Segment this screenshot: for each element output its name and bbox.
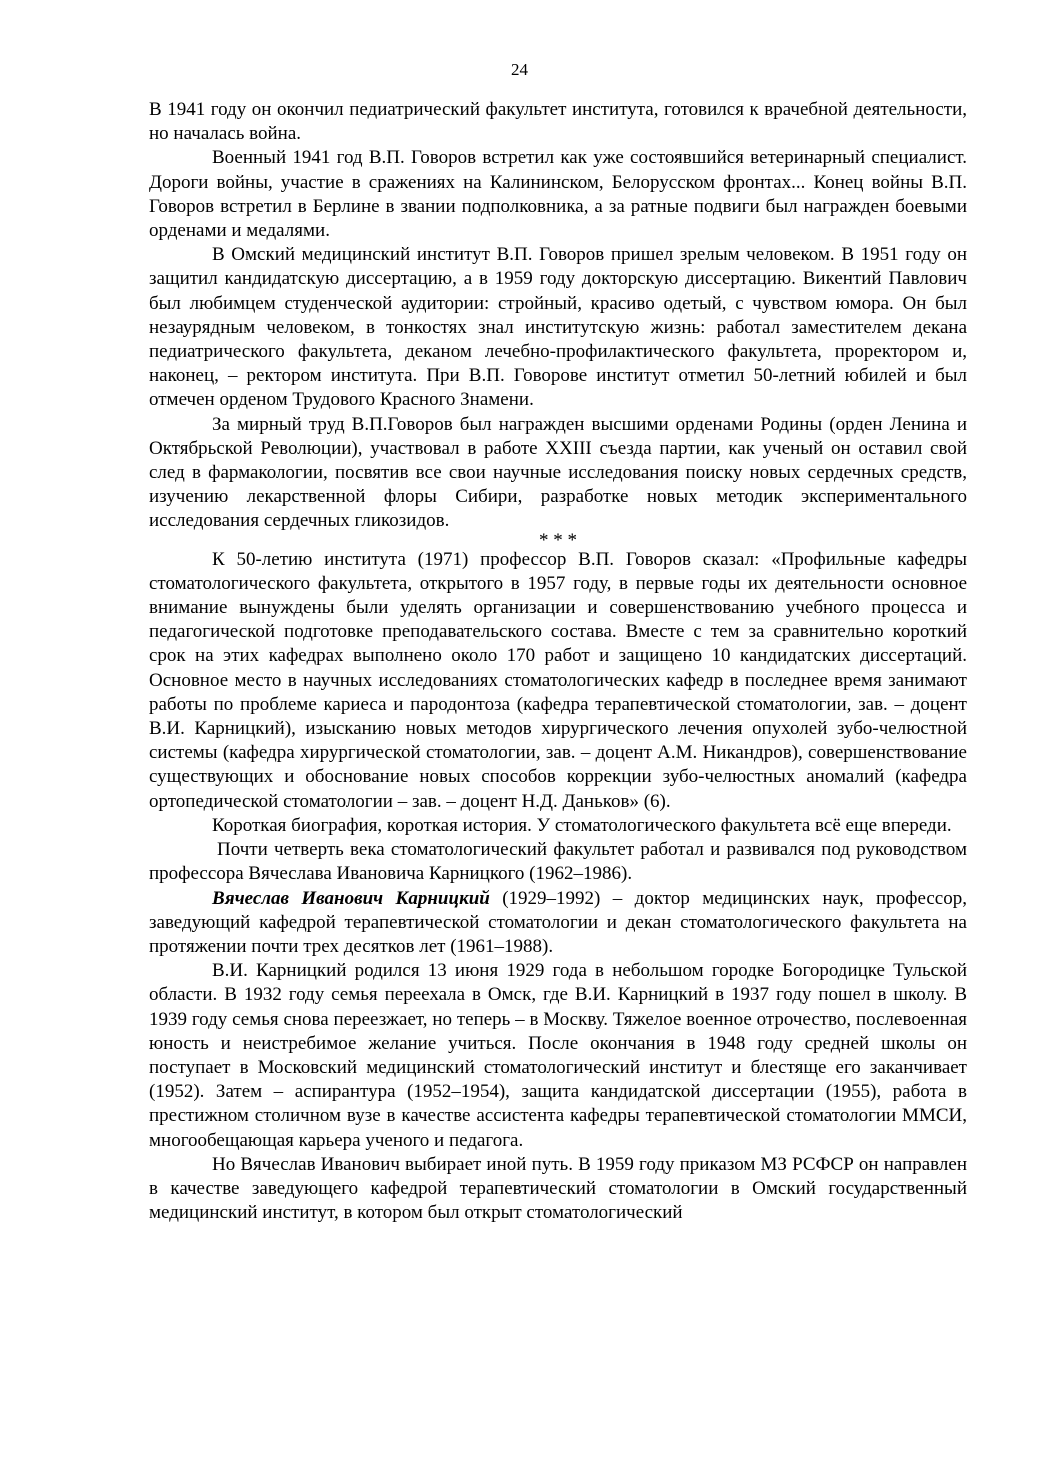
body-text <box>149 98 967 1225</box>
section-separator: * * * <box>539 529 577 551</box>
paragraph: В.И. Карницкий родился 13 июня 1929 года в небольшом городке Богородицке Тульской области. В 1932 году семья переехала в Омск, где В.И. Карницкий в 1937 году пошел в школу. В 1939 году семья снова переезжает, но теперь – в Москву. Тяжелое военное отрочество, послевоенная юность и неистребимое желание учиться. После окончания в 1948 году средней школы он поступает в Московский медицинский стоматологический институт и блестяще его заканчивает (1952). Затем – аспирантура (1952–1954), защита кандидатской диссертации (1955), работа в престижном столичном вузе в качестве ассистента кафедры терапевтической стоматологии ММСИ, многообещающая карьера ученого и педагога. <box>149 960 967 1151</box>
paragraph: Но Вячеслав Иванович выбирает иной путь. В 1959 году приказом МЗ РСФСР он направлен в качестве заведующего кафедрой терапевтический стоматологии в Омский государственный медицинский институт, в котором был открыт стоматологический <box>149 1153 967 1224</box>
person-name: Вячеслав Иванович Карницкий <box>212 887 490 909</box>
page-number: 24 <box>511 60 528 79</box>
paragraph: Почти четверть века стоматологический факультет работал и развивался под руководством профессора Вячеслава Ивановича Карницкого (1962–1986). <box>149 839 967 885</box>
paragraph: Короткая биография, короткая история. У стоматологического факультета всё еще впереди. <box>212 814 952 836</box>
paragraph: За мирный труд В.П.Говоров был награжден высшими орденами Родины (орден Ленина и Октябрьской Революции), участвовал в работе XXIII съезда партии, как ученый он оставил свой след в фармакологии, посвятив все свои научные исследования поиску новых сердечных средств, изучению лекарственной флоры Сибири, разработке новых методик экспериментального исследования сердечных гликозидов. <box>149 413 967 532</box>
paragraph: В 1941 году он окончил педиатрический факультет института, готовился к врачебной деятельности, но началась война. <box>149 99 967 145</box>
paragraph <box>149 887 967 960</box>
paragraph: Военный 1941 год В.П. Говоров встретил как уже состоявшийся ветеринарный специалист. Дороги войны, участие в сражениях на Калининском, Белорусском фронтах... Конец войны В.П. Говоров встретил в Берлине в звании подполковника, а за ратные подвиги был награжден боевыми орденами и медалями. <box>149 147 967 242</box>
paragraph: В Омский медицинский институт В.П. Говоров пришел зрелым человеком. В 1951 году он защитил кандидатскую диссертацию, а в 1959 году докторскую диссертацию. Викентий Павлович был любимцем студенческой аудитории: стройный, красиво одетый, с чувством юмора. Он был незаурядным человеком, в тонкостях знал институтскую жизнь: работал заместителем декана педиатрического факультета, деканом лечебно-профилактического факультета, проректором и, наконец, – ректором института. При В.П. Говорове институт отметил 50-летний юбилей и был отмечен орденом Трудового Красного Знамени. <box>149 244 967 411</box>
paragraph-text: (1929–1992) – доктор медицинских наук, профессор, заведующий кафедрой терапевтической стоматологии и декан стоматологического факультета на протяжении почти трех десятков лет (1961–1988). <box>149 887 967 957</box>
paragraph: К 50-летию института (1971) профессор В.П. Говоров сказал: «Профильные кафедры стоматологического факультета, открытого в 1957 году, в первые годы их деятельности основное внимание вынуждены были уделять организации и совершенствованию учебного процесса и педагогической подготовке преподавательского состава. Вместе с тем за сравнительно короткий срок на этих кафедрах выполнено около 170 работ и защищено 10 кандидатских диссертаций. Основное место в научных исследованиях стоматологических кафедр в последнее время занимают работы по проблеме кариеса и пародонтоза (кафедра терапевтической стоматологии, зав. – доцент В.И. Карницкий), изысканию новых методов хирургического лечения опухолей зубо-челюстной системы (кафедра хирургической стоматологии, зав. – доцент А.М. Никандров), совершенствование существующих и обоснование новых способов коррекции зубо-челюстных аномалий (кафедра ортопедической стоматологии – зав. – доцент Н.Д. Даньков» (6). <box>149 548 967 812</box>
